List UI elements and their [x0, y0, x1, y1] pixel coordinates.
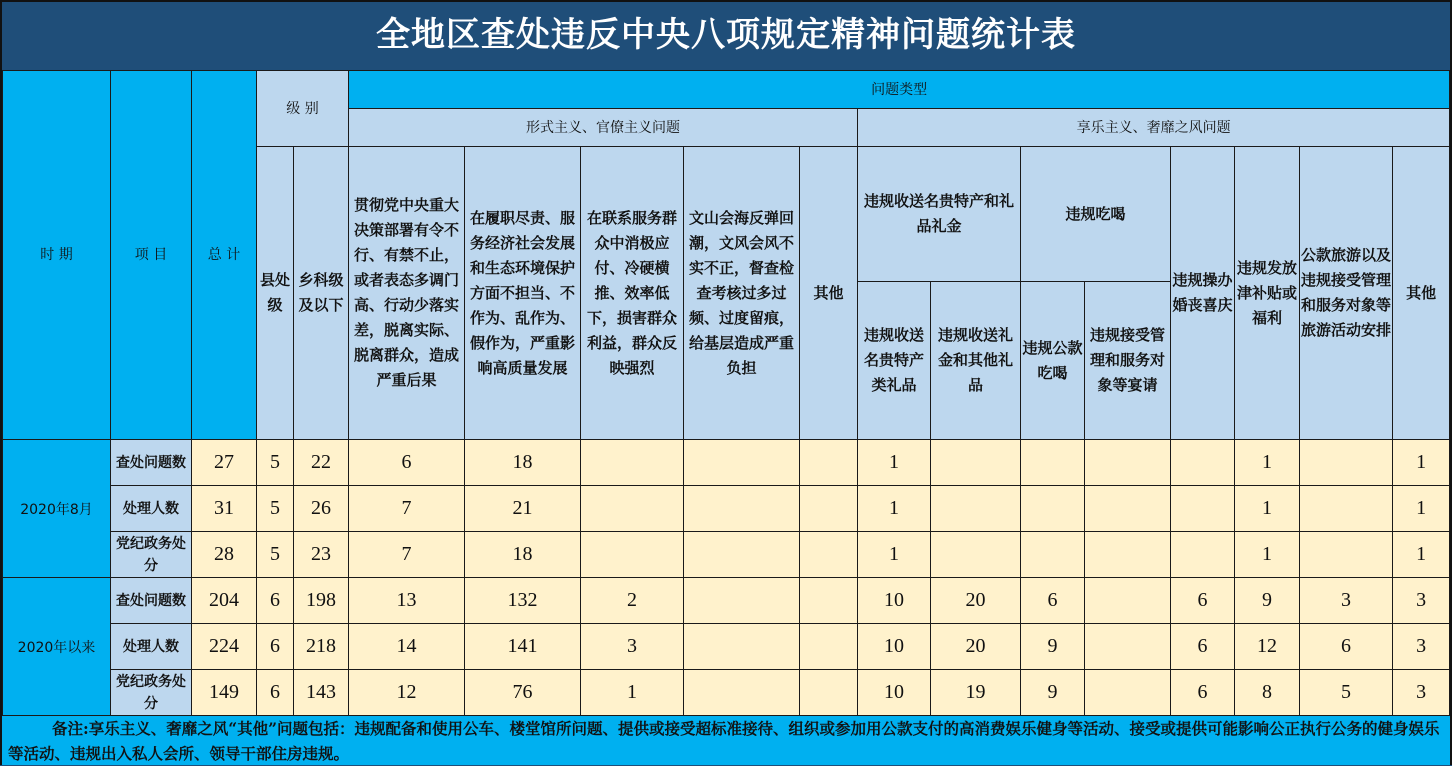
value-cell — [1171, 532, 1235, 578]
value-cell: 1 — [858, 486, 931, 532]
value-cell — [1085, 624, 1171, 670]
value-cell: 1 — [858, 440, 931, 486]
value-cell: 6 — [257, 578, 294, 624]
value-cell: 6 — [1171, 670, 1235, 716]
value-cell: 6 — [1300, 624, 1393, 670]
value-cell: 143 — [294, 670, 349, 716]
value-cell: 20 — [931, 578, 1021, 624]
table-row — [3, 578, 1450, 624]
header-hedonism-group: 享乐主义、奢靡之风问题 — [858, 109, 1450, 147]
value-cell — [1300, 532, 1393, 578]
value-cell: 3 — [1300, 578, 1393, 624]
value-cell: 26 — [294, 486, 349, 532]
value-cell: 6 — [257, 670, 294, 716]
value-cell — [684, 532, 800, 578]
value-cell: 23 — [294, 532, 349, 578]
value-cell — [931, 532, 1021, 578]
value-cell: 18 — [465, 532, 581, 578]
period-cell: 2020年8月 — [3, 440, 111, 578]
value-cell: 149 — [192, 670, 257, 716]
value-cell: 6 — [1021, 578, 1085, 624]
item-cell: 处理人数 — [111, 624, 192, 670]
value-cell: 20 — [931, 624, 1021, 670]
value-cell: 1 — [1235, 532, 1300, 578]
page-title: 全地区查处违反中央八项规定精神问题统计表 — [2, 2, 1450, 68]
value-cell: 21 — [465, 486, 581, 532]
value-cell: 10 — [858, 578, 931, 624]
value-cell — [1171, 486, 1235, 532]
value-cell: 13 — [349, 578, 465, 624]
item-cell: 党纪政务处分 — [111, 532, 192, 578]
value-cell: 14 — [349, 624, 465, 670]
header-problem-type: 问题类型 — [349, 71, 1450, 109]
value-cell — [1085, 532, 1171, 578]
value-cell: 6 — [257, 624, 294, 670]
value-cell: 9 — [1021, 624, 1085, 670]
header-level-county: 县处级 — [257, 147, 294, 440]
value-cell: 3 — [1393, 624, 1450, 670]
value-cell — [1085, 440, 1171, 486]
header-dining: 违规吃喝 — [1021, 147, 1171, 282]
table-row — [3, 486, 1450, 532]
value-cell — [581, 486, 684, 532]
value-cell: 12 — [349, 670, 465, 716]
header-gifts-specialty: 违规收送名贵特产类礼品 — [858, 282, 931, 440]
value-cell: 132 — [465, 578, 581, 624]
header-gifts-cash: 违规收送礼金和其他礼品 — [931, 282, 1021, 440]
value-cell: 18 — [465, 440, 581, 486]
header-gifts: 违规收送名贵特产和礼品礼金 — [858, 147, 1021, 282]
value-cell: 5 — [257, 440, 294, 486]
value-cell — [1021, 486, 1085, 532]
item-cell: 查处问题数 — [111, 578, 192, 624]
header-level: 级 别 — [257, 71, 349, 147]
value-cell: 7 — [349, 486, 465, 532]
value-cell: 1 — [1235, 486, 1300, 532]
value-cell — [1085, 670, 1171, 716]
value-cell — [684, 624, 800, 670]
header-formalism-decisions: 贯彻党中央重大决策部署有令不行、有禁不止，或者表态多调门高、行动少落实差，脱离实际、脱离群众，造成严重后果 — [349, 147, 465, 440]
value-cell: 31 — [192, 486, 257, 532]
value-cell: 7 — [349, 532, 465, 578]
table-body — [3, 440, 1450, 716]
value-cell: 19 — [931, 670, 1021, 716]
value-cell — [800, 670, 858, 716]
value-cell: 10 — [858, 624, 931, 670]
value-cell: 2 — [581, 578, 684, 624]
value-cell: 1 — [1393, 440, 1450, 486]
header-formalism-duty: 在履职尽责、服务经济社会发展和生态环境保护方面不担当、不作为、乱作为、假作为，严重影响高质量发展 — [465, 147, 581, 440]
value-cell — [1300, 440, 1393, 486]
value-cell — [931, 486, 1021, 532]
value-cell — [684, 578, 800, 624]
header-wedding: 违规操办婚丧喜庆 — [1171, 147, 1235, 440]
value-cell: 204 — [192, 578, 257, 624]
header-total: 总 计 — [192, 71, 257, 440]
value-cell: 1 — [1393, 486, 1450, 532]
header-formalism-service: 在联系服务群众中消极应付、冷硬横推、效率低下，损害群众利益，群众反映强烈 — [581, 147, 684, 440]
item-cell: 处理人数 — [111, 486, 192, 532]
table-row — [3, 440, 1450, 486]
value-cell: 27 — [192, 440, 257, 486]
value-cell: 6 — [1171, 624, 1235, 670]
value-cell — [800, 532, 858, 578]
value-cell — [684, 670, 800, 716]
header-level-township: 乡科级及以下 — [294, 147, 349, 440]
statistics-table — [2, 70, 1450, 716]
value-cell: 6 — [349, 440, 465, 486]
value-cell: 1 — [1393, 532, 1450, 578]
value-cell: 3 — [581, 624, 684, 670]
value-cell — [1171, 440, 1235, 486]
value-cell: 5 — [257, 486, 294, 532]
value-cell — [800, 578, 858, 624]
header-hedonism-other: 其他 — [1393, 147, 1450, 440]
header-subsidy: 违规发放津补贴或福利 — [1235, 147, 1300, 440]
value-cell — [581, 440, 684, 486]
value-cell — [1021, 440, 1085, 486]
value-cell: 8 — [1235, 670, 1300, 716]
period-cell: 2020年以来 — [3, 578, 111, 716]
value-cell: 141 — [465, 624, 581, 670]
value-cell: 76 — [465, 670, 581, 716]
value-cell: 3 — [1393, 670, 1450, 716]
footnote: 备注:享乐主义、奢靡之风“其他”问题包括：违规配备和使用公车、楼堂馆所问题、提供或接受超标准接待、组织或参加用公款支付的高消费娱乐健身等活动、接受或提供可能影响公正执行公务的健身娱乐等活动、违规出入私人会所、领导干部住房违规。 — [2, 715, 1450, 765]
value-cell: 10 — [858, 670, 931, 716]
value-cell: 1 — [858, 532, 931, 578]
header-formalism-meetings: 文山会海反弹回潮，文风会风不实不正，督查检查考核过多过频、过度留痕，给基层造成严重负担 — [684, 147, 800, 440]
value-cell: 224 — [192, 624, 257, 670]
value-cell — [931, 440, 1021, 486]
value-cell: 9 — [1021, 670, 1085, 716]
table-row — [3, 532, 1450, 578]
value-cell — [581, 532, 684, 578]
value-cell — [1085, 578, 1171, 624]
value-cell — [1085, 486, 1171, 532]
value-cell: 5 — [1300, 670, 1393, 716]
header-dining-public: 违规公款吃喝 — [1021, 282, 1085, 440]
header-period: 时 期 — [3, 71, 111, 440]
value-cell — [800, 440, 858, 486]
value-cell — [1021, 532, 1085, 578]
value-cell: 12 — [1235, 624, 1300, 670]
value-cell: 198 — [294, 578, 349, 624]
value-cell: 6 — [1171, 578, 1235, 624]
value-cell — [684, 440, 800, 486]
header-item: 项 目 — [111, 71, 192, 440]
table-row — [3, 624, 1450, 670]
value-cell: 218 — [294, 624, 349, 670]
value-cell — [800, 624, 858, 670]
item-cell: 查处问题数 — [111, 440, 192, 486]
value-cell: 1 — [581, 670, 684, 716]
value-cell: 22 — [294, 440, 349, 486]
value-cell: 5 — [257, 532, 294, 578]
value-cell: 28 — [192, 532, 257, 578]
item-cell: 党纪政务处分 — [111, 670, 192, 716]
value-cell: 9 — [1235, 578, 1300, 624]
header-travel: 公款旅游以及违规接受管理和服务对象等旅游活动安排 — [1300, 147, 1393, 440]
header-formalism-group: 形式主义、官僚主义问题 — [349, 109, 858, 147]
value-cell: 1 — [1235, 440, 1300, 486]
header-formalism-other: 其他 — [800, 147, 858, 440]
table-row — [3, 670, 1450, 716]
value-cell — [1300, 486, 1393, 532]
value-cell — [800, 486, 858, 532]
value-cell — [684, 486, 800, 532]
value-cell: 3 — [1393, 578, 1450, 624]
header-dining-banquet: 违规接受管理和服务对象等宴请 — [1085, 282, 1171, 440]
